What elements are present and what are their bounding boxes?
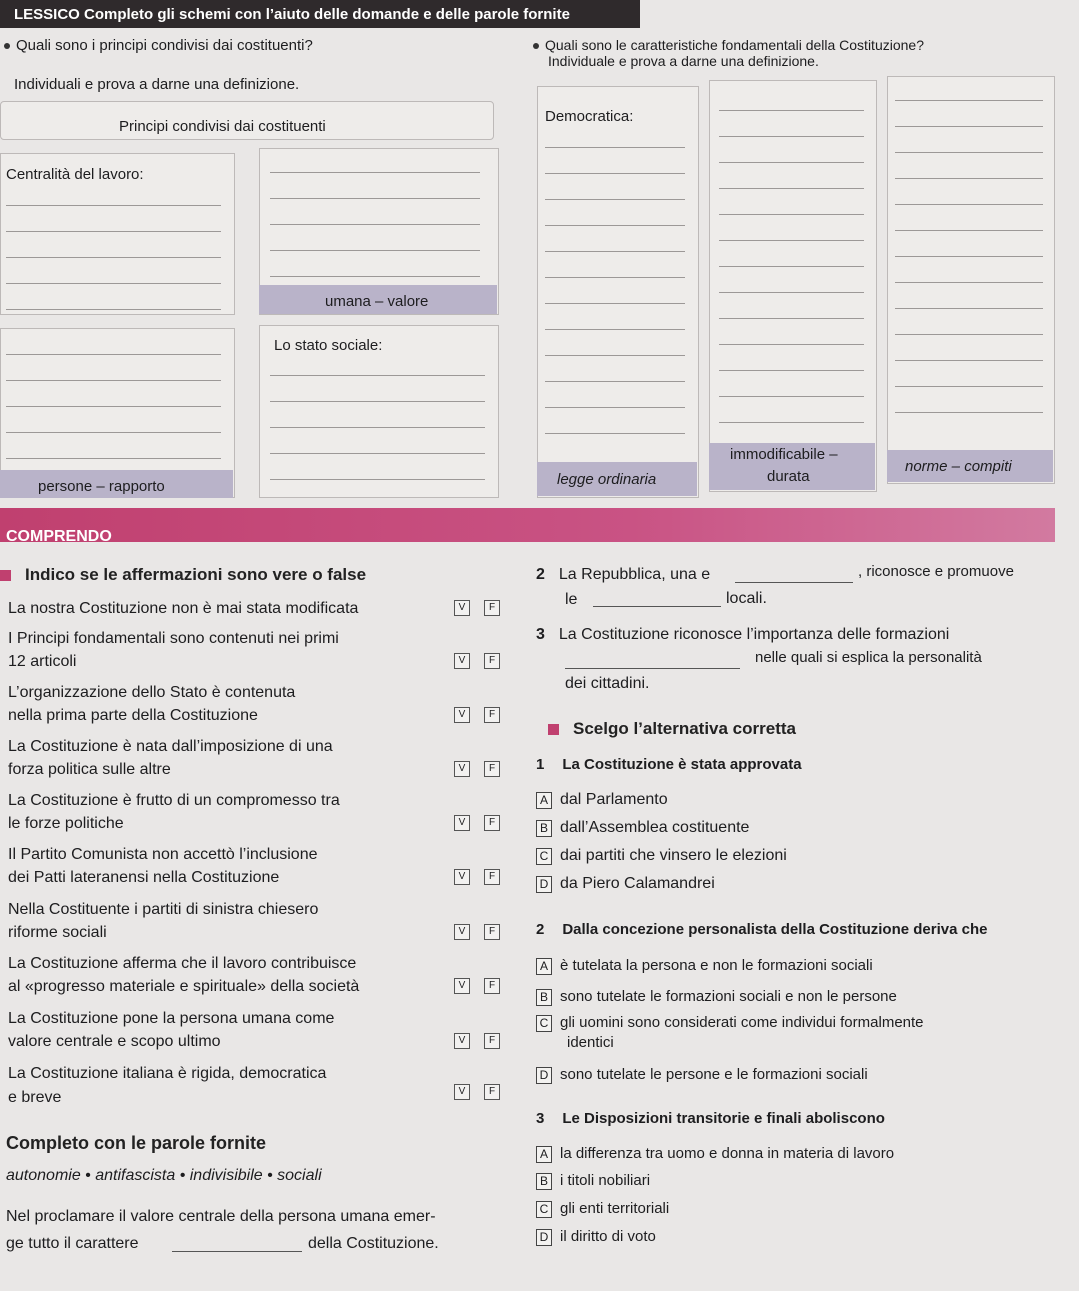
fill-q3-b: nelle quali si esplica la personalità bbox=[755, 649, 982, 666]
tf-item-4-l2: forza politica sulle altre bbox=[8, 761, 171, 778]
write-line[interactable] bbox=[719, 370, 864, 371]
write-line[interactable] bbox=[6, 380, 221, 381]
tf-item-3-l2: nella prima parte della Costituzione bbox=[8, 707, 258, 724]
tf-item-10-l1: La Costituzione italiana è rigida, democratica bbox=[8, 1065, 327, 1082]
true-box[interactable]: V bbox=[454, 978, 470, 994]
square-bullet-icon bbox=[0, 570, 11, 581]
true-box[interactable]: V bbox=[454, 600, 470, 616]
mc-section-title: Scelgo l’alternativa corretta bbox=[548, 719, 796, 739]
lavoro-label: Centralità del lavoro: bbox=[6, 166, 144, 183]
complete-sentence-2a: ge tutto il carattere bbox=[6, 1235, 139, 1252]
square-bullet-icon bbox=[548, 724, 559, 735]
true-box[interactable]: V bbox=[454, 653, 470, 669]
false-box[interactable]: F bbox=[484, 653, 500, 669]
write-line[interactable] bbox=[270, 453, 485, 454]
write-line[interactable] bbox=[6, 406, 221, 407]
umana-label: umana – valore bbox=[325, 293, 429, 310]
write-line[interactable] bbox=[895, 204, 1043, 205]
write-line[interactable] bbox=[270, 401, 485, 402]
write-line[interactable] bbox=[895, 178, 1043, 179]
write-line[interactable] bbox=[719, 136, 864, 137]
true-box[interactable]: V bbox=[454, 924, 470, 940]
write-line[interactable] bbox=[545, 303, 685, 304]
write-line[interactable] bbox=[895, 256, 1043, 257]
tf-item-3-l1: L’organizzazione dello Stato è contenuta bbox=[8, 684, 296, 701]
norme-label: norme – compiti bbox=[905, 458, 1012, 475]
write-line[interactable] bbox=[719, 162, 864, 163]
tf-item-1: La nostra Costituzione non è mai stata modificata bbox=[8, 600, 359, 617]
false-box[interactable]: F bbox=[484, 924, 500, 940]
false-box[interactable]: F bbox=[484, 707, 500, 723]
write-line[interactable] bbox=[719, 292, 864, 293]
write-line[interactable] bbox=[6, 231, 221, 232]
mc-option[interactable]: B sono tutelate le formazioni sociali e non le persone bbox=[536, 988, 897, 1006]
blank-field[interactable] bbox=[172, 1251, 302, 1252]
write-line[interactable] bbox=[6, 257, 221, 258]
legge-label: legge ordinaria bbox=[557, 471, 657, 488]
write-line[interactable] bbox=[545, 251, 685, 252]
write-line[interactable] bbox=[6, 354, 221, 355]
fill-q2-d: locali. bbox=[726, 590, 767, 607]
fill-q2-b: , riconosce e promuove bbox=[858, 563, 1014, 580]
write-line[interactable] bbox=[270, 224, 480, 225]
tf-item-6-l2: dei Patti lateranensi nella Costituzione bbox=[8, 869, 280, 886]
write-line[interactable] bbox=[270, 198, 480, 199]
tf-item-8-l2: al «progresso materiale e spirituale» della società bbox=[8, 978, 360, 995]
bullet-icon bbox=[4, 43, 10, 49]
write-line[interactable] bbox=[895, 334, 1043, 335]
write-line[interactable] bbox=[719, 110, 864, 111]
write-line[interactable] bbox=[719, 344, 864, 345]
write-line[interactable] bbox=[270, 427, 485, 428]
write-line[interactable] bbox=[895, 282, 1043, 283]
true-box[interactable]: V bbox=[454, 869, 470, 885]
write-line[interactable] bbox=[719, 188, 864, 189]
persone-label: persone – rapporto bbox=[38, 478, 165, 495]
stato-label: Lo stato sociale: bbox=[274, 337, 383, 354]
write-line[interactable] bbox=[545, 173, 685, 174]
immodificabile-label: immodificabile – bbox=[730, 446, 838, 463]
false-box[interactable]: F bbox=[484, 600, 500, 616]
fill-q3: 3 La Costituzione riconosce l’importanza delle formazioni bbox=[536, 626, 950, 643]
false-box[interactable]: F bbox=[484, 1084, 500, 1100]
true-box[interactable]: V bbox=[454, 761, 470, 777]
write-line[interactable] bbox=[270, 250, 480, 251]
false-box[interactable]: F bbox=[484, 869, 500, 885]
word-bank: autonomie • antifascista • indivisibile • sociali bbox=[6, 1167, 322, 1184]
mc-option[interactable]: D il diritto di voto bbox=[536, 1228, 656, 1246]
mc-q2: 2 Dalla concezione personalista della Costituzione deriva che bbox=[536, 921, 988, 938]
mc-q3: 3 Le Disposizioni transitorie e finali aboliscono bbox=[536, 1110, 885, 1127]
false-box[interactable]: F bbox=[484, 978, 500, 994]
mc-option[interactable]: D sono tutelate le persone e le formazioni sociali bbox=[536, 1066, 868, 1084]
left-question-2: Individuali e prova a darne una definizione. bbox=[14, 76, 300, 93]
complete-sentence-1: Nel proclamare il valore centrale della persona umana emer- bbox=[6, 1208, 436, 1225]
write-line[interactable] bbox=[719, 214, 864, 215]
write-line[interactable] bbox=[545, 225, 685, 226]
write-line[interactable] bbox=[895, 360, 1043, 361]
write-line[interactable] bbox=[895, 308, 1043, 309]
complete-sentence-2b: della Costituzione. bbox=[308, 1235, 439, 1252]
tf-item-2-l1: I Principi fondamentali sono contenuti nei primi bbox=[8, 630, 339, 647]
header-title: LESSICO Completo gli schemi con l’aiuto delle domande e delle parole fornite bbox=[14, 6, 570, 23]
tf-item-7-l1: Nella Costituente i partiti di sinistra chiesero bbox=[8, 901, 319, 918]
tf-item-7-l2: riforme sociali bbox=[8, 924, 107, 941]
norme-box bbox=[887, 76, 1055, 484]
tf-item-10-l2: e breve bbox=[8, 1089, 62, 1106]
mc-option[interactable]: C gli uomini sono considerati come individui formalmente bbox=[536, 1014, 924, 1032]
tf-item-5-l2: le forze politiche bbox=[8, 815, 124, 832]
write-line[interactable] bbox=[545, 407, 685, 408]
write-line[interactable] bbox=[719, 240, 864, 241]
tf-section-title: Indico se le affermazioni sono vere o false bbox=[0, 565, 366, 585]
mc-option[interactable]: A è tutelata la persona e non le formazioni sociali bbox=[536, 957, 873, 975]
write-line[interactable] bbox=[895, 412, 1043, 413]
write-line[interactable] bbox=[6, 283, 221, 284]
mc-option[interactable]: D da Piero Calamandrei bbox=[536, 875, 715, 893]
fill-q3-c: dei cittadini. bbox=[565, 675, 650, 692]
complete-section-title: Completo con le parole fornite bbox=[6, 1133, 267, 1153]
tf-item-8-l1: La Costituzione afferma che il lavoro contribuisce bbox=[8, 955, 357, 972]
true-box[interactable]: V bbox=[454, 1084, 470, 1100]
bullet-icon bbox=[533, 43, 539, 49]
blank-field[interactable] bbox=[593, 606, 721, 607]
write-line[interactable] bbox=[6, 432, 221, 433]
write-line[interactable] bbox=[545, 277, 685, 278]
write-line[interactable] bbox=[719, 396, 864, 397]
write-line[interactable] bbox=[545, 329, 685, 330]
tf-item-9-l2: valore centrale e scopo ultimo bbox=[8, 1033, 221, 1050]
mc-option[interactable]: A dal Parlamento bbox=[536, 791, 668, 809]
write-line[interactable] bbox=[270, 172, 480, 173]
false-box[interactable]: F bbox=[484, 761, 500, 777]
immodificabile-box bbox=[709, 80, 877, 492]
write-line[interactable] bbox=[545, 355, 685, 356]
write-line[interactable] bbox=[895, 152, 1043, 153]
write-line[interactable] bbox=[719, 266, 864, 267]
write-line[interactable] bbox=[6, 458, 221, 459]
mc-option[interactable]: A la differenza tra uomo e donna in materia di lavoro bbox=[536, 1145, 894, 1163]
tf-item-6-l1: Il Partito Comunista non accettò l’inclusione bbox=[8, 846, 318, 863]
blank-field[interactable] bbox=[735, 582, 853, 583]
write-line[interactable] bbox=[270, 276, 480, 277]
tf-item-5-l1: La Costituzione è frutto di un compromesso tra bbox=[8, 792, 340, 809]
fill-q2-c: le bbox=[565, 591, 578, 608]
write-line[interactable] bbox=[719, 422, 864, 423]
democratica-label: Democratica: bbox=[545, 108, 634, 125]
write-line[interactable] bbox=[895, 100, 1043, 101]
write-line[interactable] bbox=[270, 375, 485, 376]
write-line[interactable] bbox=[545, 381, 685, 382]
write-line[interactable] bbox=[270, 479, 485, 480]
comprendo-bar bbox=[0, 508, 1055, 542]
tf-item-9-l1: La Costituzione pone la persona umana come bbox=[8, 1010, 335, 1027]
tf-item-4-l1: La Costituzione è nata dall’imposizione di una bbox=[8, 738, 333, 755]
fill-q2-number: 2 La Repubblica, una e bbox=[536, 566, 711, 583]
write-line[interactable] bbox=[895, 230, 1043, 231]
comprendo-title: COMPRENDO bbox=[6, 528, 112, 545]
blank-field[interactable] bbox=[565, 668, 740, 669]
false-box[interactable]: F bbox=[484, 815, 500, 831]
mc-option[interactable]: B dall’Assemblea costituente bbox=[536, 819, 749, 837]
mc-option[interactable]: C dai partiti che vinsero le elezioni bbox=[536, 847, 787, 865]
mc-option-continued: identici bbox=[567, 1034, 614, 1051]
principles-title: Principi condivisi dai costituenti bbox=[119, 118, 326, 135]
true-box[interactable]: V bbox=[454, 1033, 470, 1049]
mc-q1: 1 La Costituzione è stata approvata bbox=[536, 756, 802, 773]
left-question-1: Quali sono i principi condivisi dai costituenti? bbox=[4, 37, 313, 54]
right-question-2: Individuale e prova a darne una definizione. bbox=[548, 53, 819, 69]
false-box[interactable]: F bbox=[484, 1033, 500, 1049]
write-line[interactable] bbox=[6, 205, 221, 206]
true-box[interactable]: V bbox=[454, 815, 470, 831]
write-line[interactable] bbox=[545, 147, 685, 148]
true-box[interactable]: V bbox=[454, 707, 470, 723]
durata-label: durata bbox=[767, 468, 810, 485]
write-line[interactable] bbox=[545, 199, 685, 200]
write-line[interactable] bbox=[895, 386, 1043, 387]
mc-option[interactable]: C gli enti territoriali bbox=[536, 1200, 669, 1218]
right-question-1: Quali sono le caratteristiche fondamentali della Costituzione? bbox=[533, 37, 924, 53]
tf-item-2-l2: 12 articoli bbox=[8, 653, 77, 670]
mc-option[interactable]: B i titoli nobiliari bbox=[536, 1172, 650, 1190]
write-line[interactable] bbox=[6, 309, 221, 310]
write-line[interactable] bbox=[895, 126, 1043, 127]
write-line[interactable] bbox=[545, 433, 685, 434]
write-line[interactable] bbox=[719, 318, 864, 319]
